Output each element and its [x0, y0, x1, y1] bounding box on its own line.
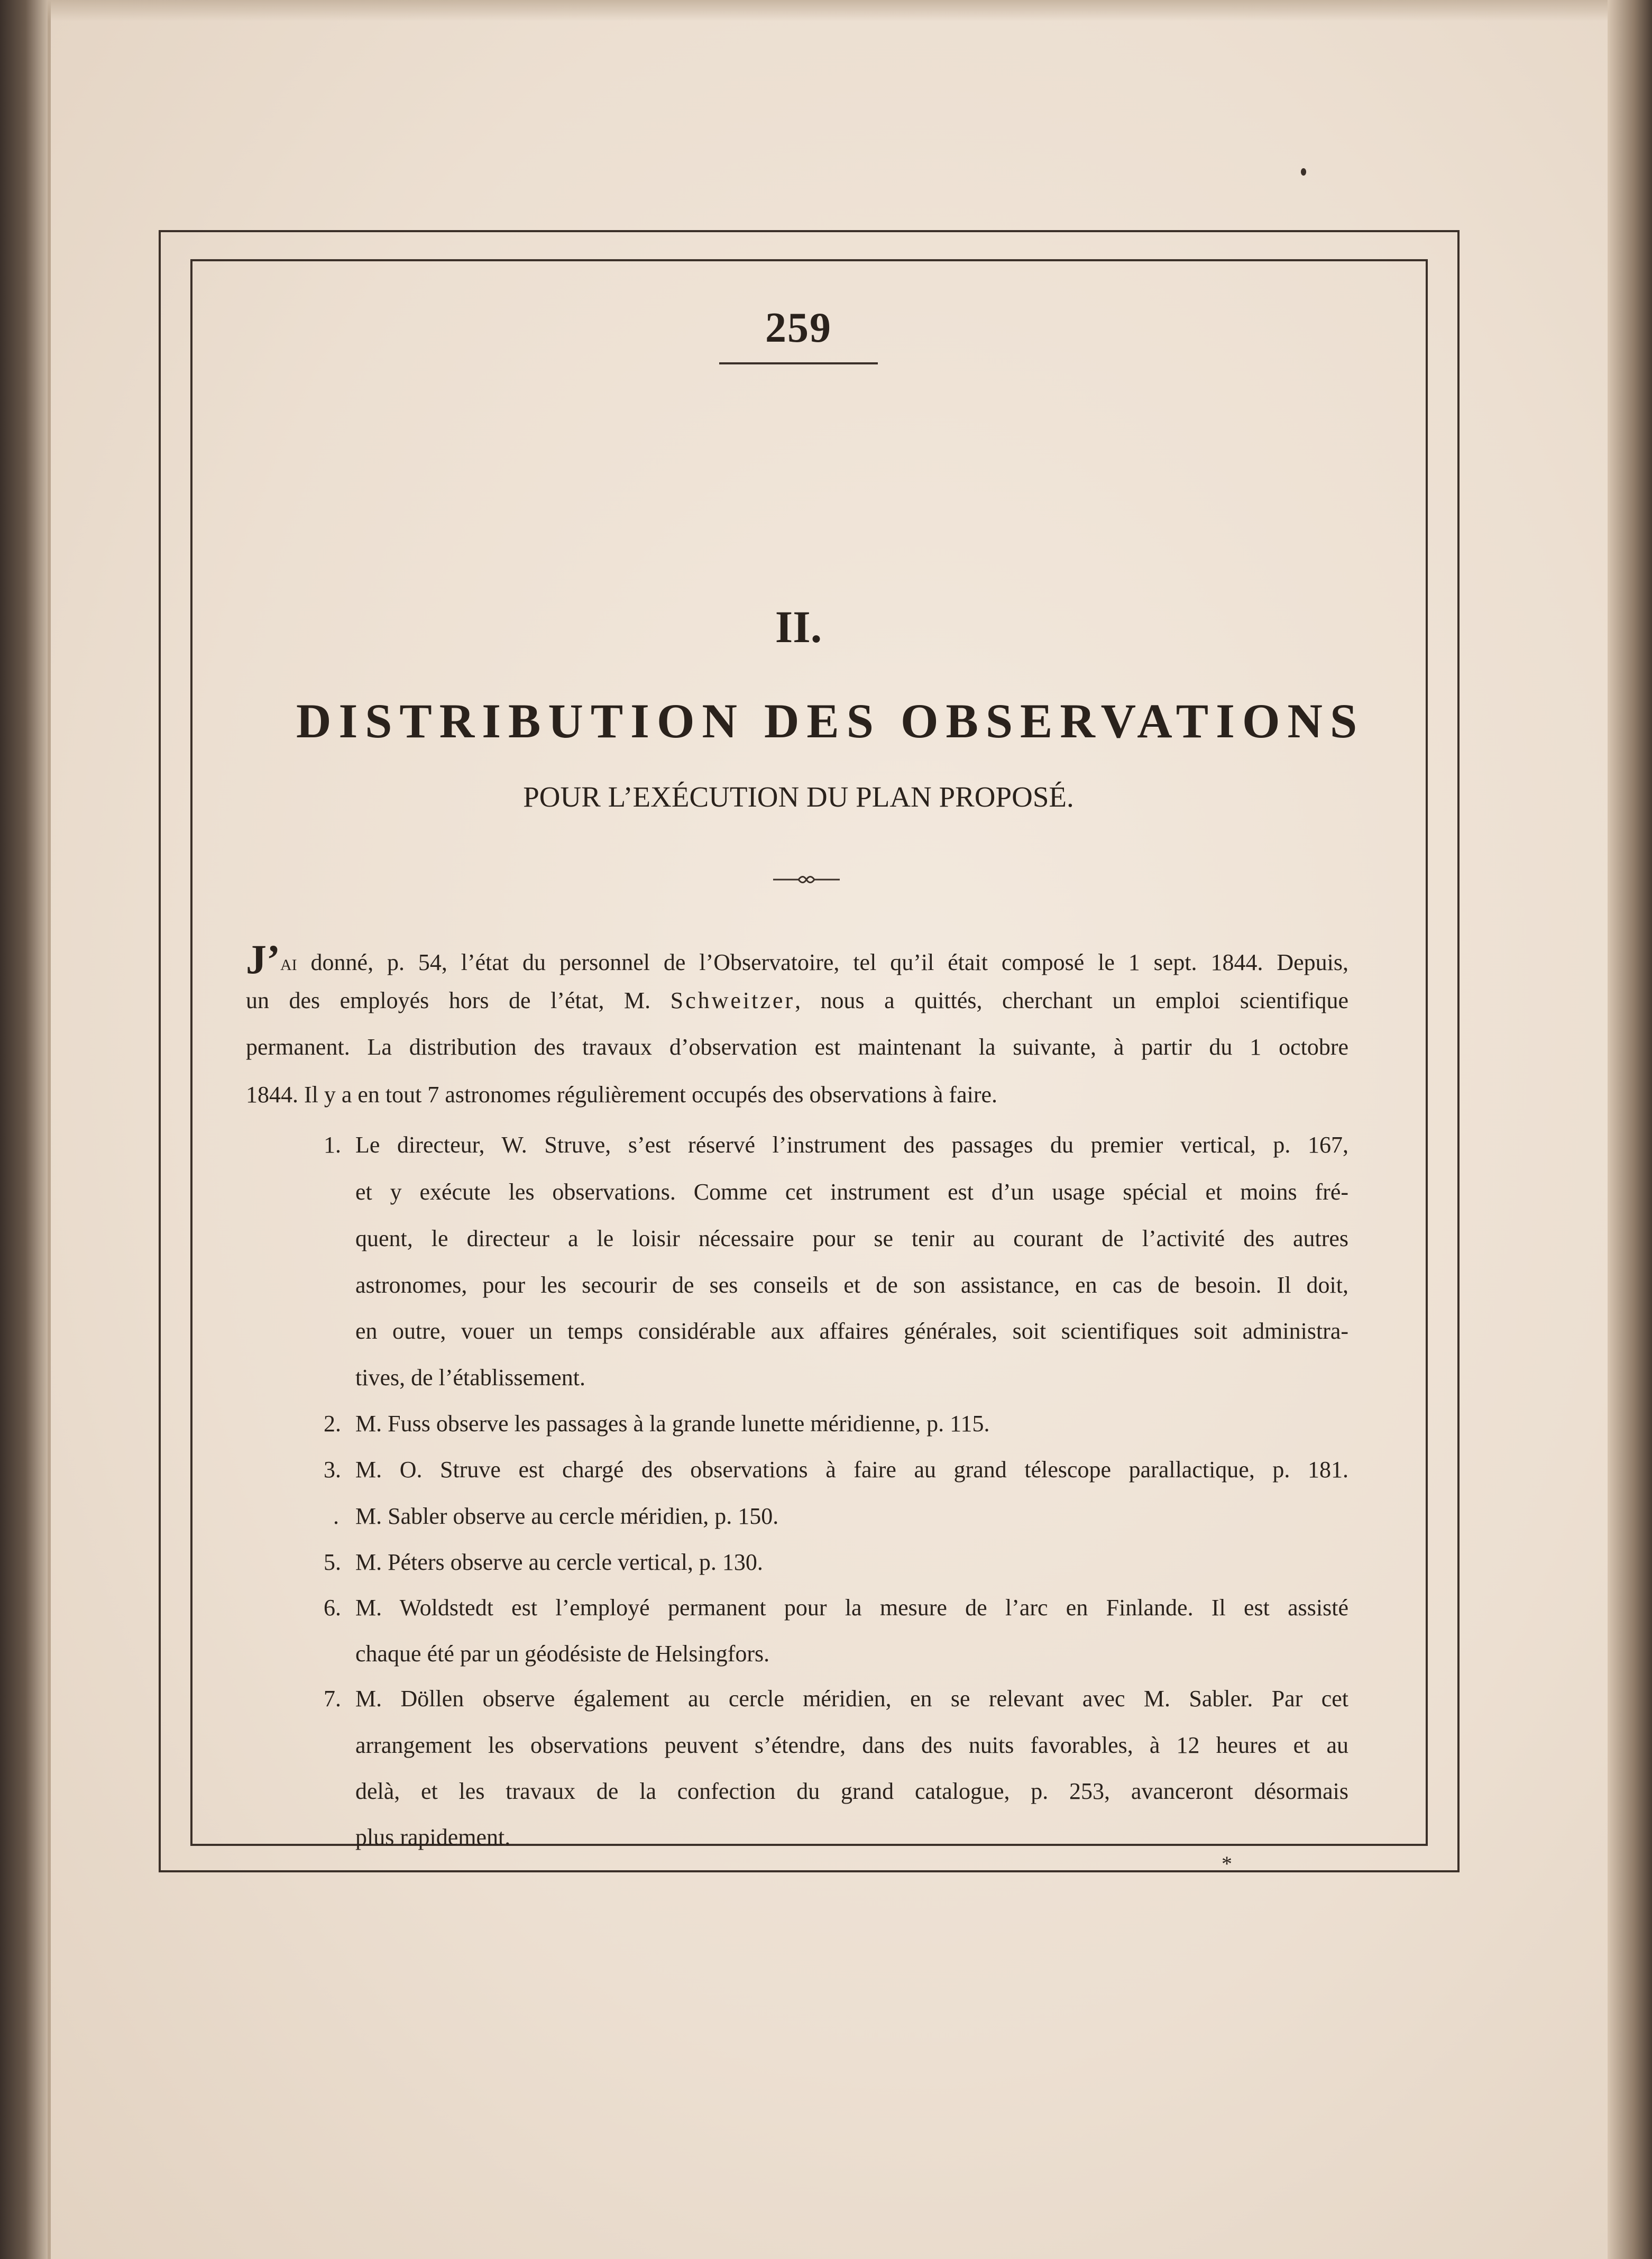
list-item-7-line-1: M. Döllen observe également au cercle méridien, en se relevant avec M. Sabler. Par cet — [355, 1686, 1348, 1712]
section-subtitle: POUR L’EXÉCUTION DU PLAN PROPOSÉ. — [523, 781, 1074, 813]
page-top-edge — [48, 0, 1613, 21]
list-number: 2. — [324, 1411, 341, 1437]
list-number: . — [333, 1503, 339, 1529]
footer-asterisk: * — [1222, 1852, 1232, 1876]
list-item-1-line-3: quent, le directeur a le loisir nécessaire pour se tenir au courant de l’activité des autres — [355, 1225, 1348, 1251]
intro-text-2b: , nous a quittés, cherchant un emploi scientifique — [795, 987, 1348, 1013]
list-number: 5. — [324, 1549, 341, 1575]
list-item-4-line-1: M. Sabler observe au cercle méridien, p. 150. — [355, 1503, 779, 1529]
page-right-edge — [1608, 0, 1652, 2259]
intro-text-1: donné, p. 54, l’état du personnel de l’Observatoire, tel qu’il était composé le 1 sept. 1844. Depuis, — [297, 949, 1348, 975]
intro-line-4: 1844. Il y a en tout 7 astronomes régulièrement occupés des observations à faire. — [246, 1082, 997, 1108]
drop-cap: J’ — [246, 936, 280, 982]
small-caps: AI — [280, 956, 297, 974]
list-number: 7. — [324, 1686, 341, 1712]
page-number: 259 — [765, 305, 832, 351]
intro-line-1 — [246, 936, 1348, 982]
list-item-5-line-1: M. Péters observe au cercle vertical, p. 130. — [355, 1549, 763, 1575]
list-item-1-line-5: en outre, vouer un temps considérable aux affaires générales, soit scientifiques soit administra- — [355, 1318, 1348, 1344]
ink-speck — [1301, 168, 1306, 176]
intro-text-2a: un des employés hors de l’état, M. — [246, 987, 671, 1013]
section-title: DISTRIBUTION DES OBSERVATIONS — [296, 694, 1365, 748]
list-item-6-line-2: chaque été par un géodésiste de Helsingfors. — [355, 1641, 770, 1667]
intro-line-2 — [246, 989, 1348, 1016]
list-item-1-line-6: tives, de l’établissement. — [355, 1365, 585, 1391]
list-item-7-line-3: delà, et les travaux de la confection du grand catalogue, p. 253, avanceront désormais — [355, 1778, 1348, 1804]
list-number: 1. — [324, 1132, 341, 1158]
name-schweitzer: Schweitzer — [670, 987, 795, 1013]
list-item-3-line-1: M. O. Struve est chargé des observations à faire au grand télescope parallactique, p. 181. — [355, 1457, 1348, 1483]
ornament-divider-icon — [772, 872, 841, 888]
list-item-2-line-1: M. Fuss observe les passages à la grande lunette méridienne, p. 115. — [355, 1411, 990, 1437]
section-number: II. — [775, 601, 822, 652]
list-item-7-line-2: arrangement les observations peuvent s’étendre, dans des nuits favorables, à 12 heures et au — [355, 1732, 1348, 1758]
list-item-1-line-4: astronomes, pour les secourir de ses conseils et de son assistance, en cas de besoin. Il doit, — [355, 1272, 1348, 1298]
list-number: 6. — [324, 1595, 341, 1621]
list-item-1-line-1: Le directeur, W. Struve, s’est réservé l’instrument des passages du premier vertical, p. 167, — [355, 1132, 1348, 1158]
list-number: 3. — [324, 1457, 341, 1483]
intro-line-3: permanent. La distribution des travaux d’observation est maintenant la suivante, à partir du 1 octobre — [246, 1034, 1348, 1060]
list-item-7-line-4: plus rapidement. — [355, 1824, 511, 1850]
page-number-rule — [719, 362, 878, 364]
list-item-6-line-1: M. Woldstedt est l’employé permanent pour la mesure de l’arc en Finlande. Il est assisté — [355, 1595, 1348, 1621]
list-item-1-line-2: et y exécute les observations. Comme cet instrument est d’un usage spécial et moins fré- — [355, 1179, 1348, 1205]
